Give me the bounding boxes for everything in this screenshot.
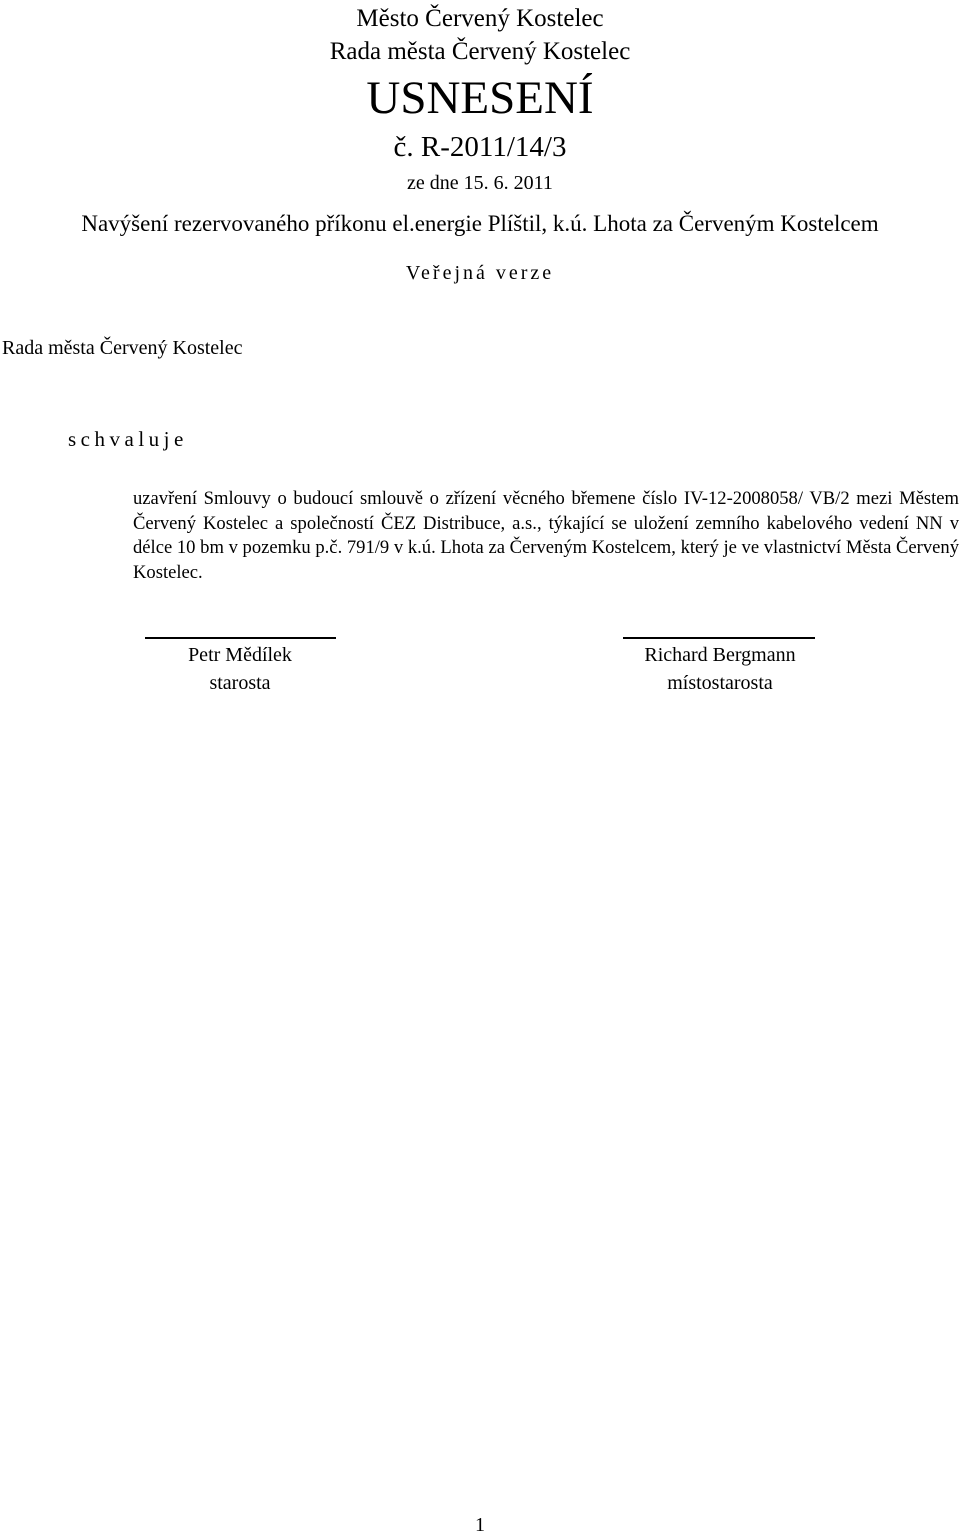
- signatory-name-deputy: Richard Bergmann: [644, 644, 796, 666]
- signature-line-left: [145, 637, 336, 639]
- resolution-text: uzavření Smlouvy o budoucí smlouvě o zřízení věcného břemene číslo IV-12-2008058/ VB/2 mezi Městem Červený Kostelec a společností ČEZ Distribuce, a.s., týkající se uložení zemního kabelového vedení NN v délce 10 bm v pozemku p.č. 791/9 v k.ú. Lhota za Červeným Kostelcem, který je ve vlastnictví Města Červený Kostelec.: [133, 488, 959, 583]
- signatory-role-mayor: starosta: [209, 672, 271, 694]
- signatory-role-deputy: místostarosta: [667, 672, 773, 694]
- resolution-verb: schvaluje: [68, 427, 188, 451]
- resolution-subject: Navýšení rezervovaného příkonu el.energie Plíštil, k.ú. Lhota za Červeným Kostelcem: [81, 211, 879, 236]
- page-number: 1: [475, 1514, 485, 1536]
- resolution-number: č. R-2011/14/3: [393, 131, 567, 163]
- deciding-body: Rada města Červený Kostelec: [2, 337, 243, 359]
- signatory-name-mayor: Petr Mědílek: [188, 644, 292, 666]
- resolution-date: ze dne 15. 6. 2011: [407, 172, 553, 194]
- signature-line-right: [623, 637, 815, 639]
- city-name: Město Červený Kostelec: [356, 5, 604, 32]
- council-name-header: Rada města Červený Kostelec: [329, 38, 631, 65]
- public-version-label: Veřejná verze: [405, 262, 555, 284]
- document-type-title: USNESENÍ: [366, 72, 594, 124]
